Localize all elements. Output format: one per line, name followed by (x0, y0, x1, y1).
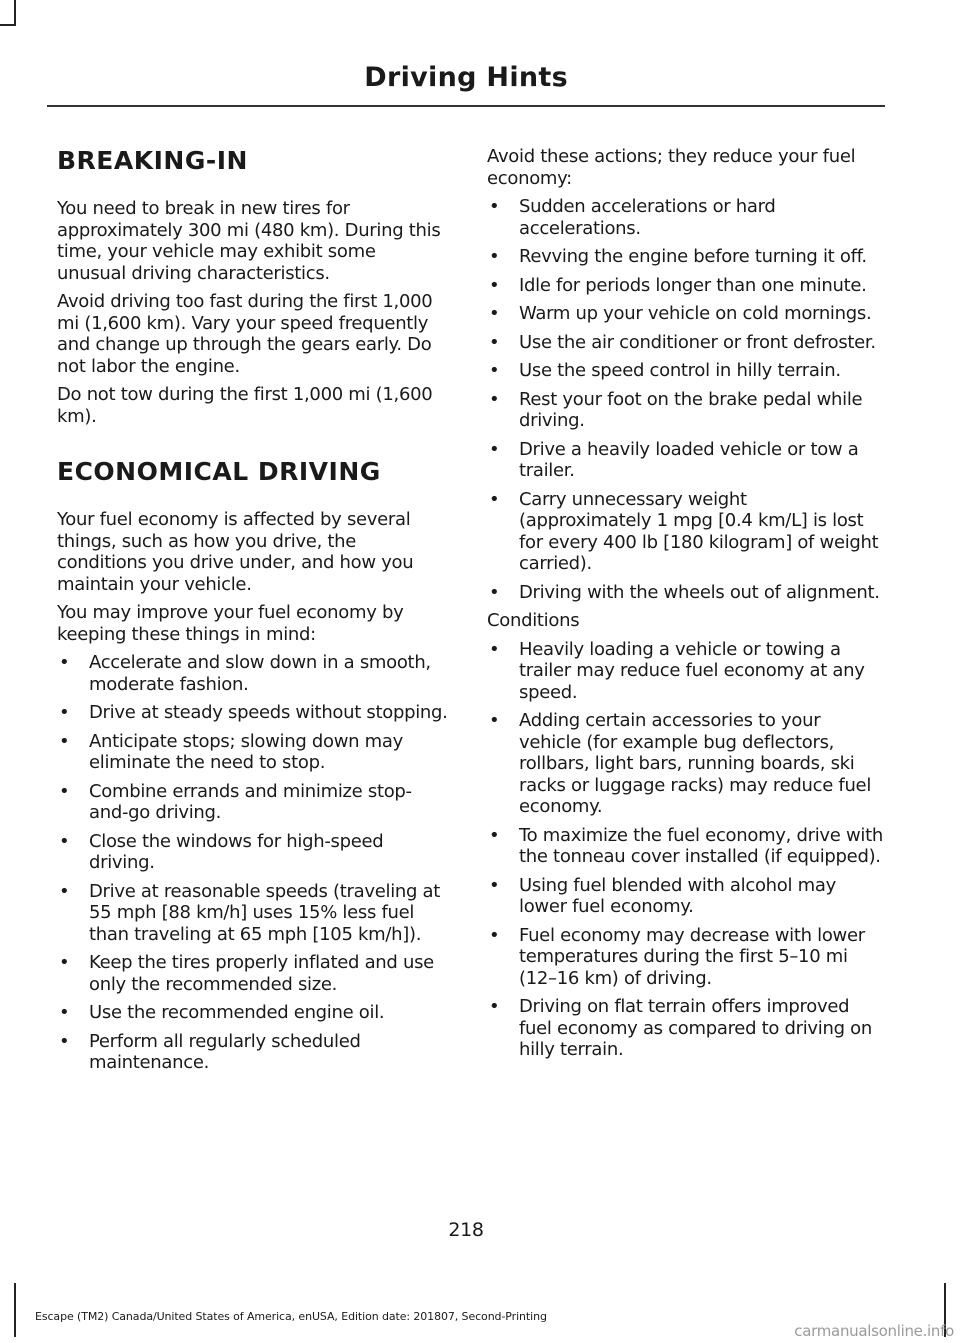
list-item (487, 875, 883, 918)
bullet-icon: • (489, 331, 500, 353)
list-item-text: Idle for periods longer than one minute. (519, 274, 867, 296)
list-item (487, 439, 883, 482)
bullet-icon: • (59, 730, 70, 752)
crop-mark-bottom-left-vertical (14, 1283, 16, 1337)
bullet-icon: • (59, 780, 70, 802)
list-item-text: Use the recommended engine oil. (89, 1002, 385, 1023)
section-heading-economical-driving: ECONOMICAL DRIVING (57, 457, 381, 486)
footer-edition-text: Escape (TM2) Canada/United States of America, enUSA, Edition date: 201807, Second-Printing (35, 1310, 547, 1323)
paragraph: You need to break in new tires for approximately 300 mi (480 km). During this time, your vehicle may exhibit some unusual driving characteristics. (57, 198, 441, 284)
bullet-icon: • (59, 652, 70, 673)
list-item-text: Warm up your vehicle on cold mornings. (519, 303, 872, 324)
list-item (57, 881, 449, 946)
list-item-text: Rest your foot on the brake pedal while driving. (519, 388, 863, 431)
conditions-list (487, 639, 883, 1061)
bullet-icon: • (489, 303, 500, 324)
conditions-label: Conditions (487, 610, 580, 631)
left-column (57, 146, 449, 1081)
list-item (487, 710, 883, 818)
list-item-text: Driving on flat terrain offers improved fuel economy as compared to driving on hilly terrain. (519, 996, 872, 1060)
list-item-text: Anticipate stops; slowing down may eliminate the need to stop. (89, 730, 404, 773)
list-item-text: Revving the engine before turning it off. (519, 246, 867, 267)
list-item (487, 639, 883, 704)
bullet-icon: • (489, 438, 500, 460)
bullet-icon: • (489, 581, 500, 603)
paragraph: Do not tow during the first 1,000 mi (1,600 km). (57, 384, 433, 427)
bullet-icon: • (489, 488, 500, 510)
page-header-title: Driving Hints (364, 62, 568, 93)
list-item (487, 360, 883, 382)
list-item-text: Use the speed control in hilly terrain. (519, 360, 841, 381)
bullet-icon: • (489, 388, 500, 410)
bullet-icon: • (59, 952, 70, 973)
list-item (57, 652, 449, 695)
bullet-icon: • (489, 710, 500, 731)
paragraph: Avoid driving too fast during the first 1,000 mi (1,600 km). Vary your speed frequently and change up through the gears early. Do not labor the engine. (57, 291, 433, 377)
bullet-icon: • (489, 196, 500, 217)
bullet-icon: • (489, 360, 500, 381)
list-item (487, 332, 883, 354)
list-item-text: Driving with the wheels out of alignment. (519, 581, 880, 603)
bullet-icon: • (59, 1002, 70, 1023)
list-item (487, 303, 883, 325)
list-item-text: Heavily loading a vehicle or towing a trailer may reduce fuel economy at any speed. (519, 638, 865, 703)
list-item (57, 702, 449, 724)
list-item-text: Combine errands and minimize stop-and-go driving. (89, 780, 412, 823)
list-item (487, 275, 883, 297)
page-number: 218 (448, 1219, 484, 1241)
list-item (487, 246, 883, 268)
list-item-text: Drive at steady speeds without stopping. (89, 702, 448, 723)
bullet-icon: • (489, 638, 500, 660)
list-item-text: Close the windows for high-speed driving. (89, 830, 384, 873)
crop-mark-top-left-horizontal (0, 24, 16, 26)
list-item-text: Fuel economy may decrease with lower temperatures during the first 5–10 mi (12–16 km) of driving. (519, 924, 865, 989)
list-item-text: Using fuel blended with alcohol may lower fuel economy. (519, 874, 836, 917)
list-item-text: Keep the tires properly inflated and use only the recommended size. (89, 952, 434, 995)
bullet-icon: • (59, 1030, 70, 1052)
crop-mark-top-left-vertical (14, 0, 16, 26)
list-item (57, 731, 449, 774)
list-item (487, 996, 883, 1061)
bullet-icon: • (59, 880, 70, 902)
bullet-icon: • (489, 924, 500, 946)
list-item-text: Adding certain accessories to your vehicle (for example bug deflectors, rollbars, light bars, running boards, ski racks or luggage racks) may reduce fuel economy. (519, 710, 872, 817)
list-item (57, 1031, 449, 1074)
section-heading-breaking-in: BREAKING-IN (57, 146, 248, 175)
list-item-text: Perform all regularly scheduled maintenance. (89, 1030, 361, 1073)
bullet-icon: • (489, 824, 500, 846)
bullet-icon: • (59, 702, 70, 723)
list-item-text: Accelerate and slow down in a smooth, moderate fashion. (89, 652, 431, 695)
watermark-text: carmanualsonline.info (794, 1322, 954, 1340)
bullet-icon: • (489, 274, 500, 296)
list-item-text: Drive at reasonable speeds (traveling at 55 mph [88 km/h] uses 15% less fuel than traveling at 65 mph [105 km/h]). (89, 880, 441, 945)
list-item-text: Drive a heavily loaded vehicle or tow a trailer. (519, 438, 859, 481)
list-item (57, 831, 449, 874)
list-item (487, 389, 883, 432)
paragraph: You may improve your fuel economy by keeping these things in mind: (57, 602, 404, 645)
right-column (487, 146, 883, 1068)
bullet-icon: • (489, 996, 500, 1017)
list-item (487, 925, 883, 990)
list-item-text: Carry unnecessary weight (approximately 1 mpg [0.4 km/L] is lost for every 400 lb [180 kilogram] of weight carried). (519, 488, 879, 574)
paragraph: Your fuel economy is affected by several things, such as how you drive, the conditions you drive under, and how you maintain your vehicle. (57, 509, 414, 595)
paragraph: Avoid these actions; they reduce your fuel economy: (487, 146, 856, 189)
bullet-icon: • (489, 874, 500, 896)
bullet-icon: • (489, 246, 500, 267)
tips-list (57, 652, 449, 1074)
bullet-icon: • (59, 830, 70, 852)
list-item (57, 952, 449, 995)
list-item (487, 825, 883, 868)
list-item (487, 196, 883, 239)
list-item (57, 1002, 449, 1024)
header-divider (47, 105, 885, 107)
list-item-text: Sudden accelerations or hard accelerations. (519, 196, 776, 239)
list-item-text: To maximize the fuel economy, drive with the tonneau cover installed (if equipped). (519, 824, 883, 867)
list-item (487, 582, 883, 604)
list-item (57, 781, 449, 824)
avoid-actions-list (487, 196, 883, 603)
list-item (487, 489, 883, 575)
list-item-text: Use the air conditioner or front defroster. (519, 331, 876, 353)
